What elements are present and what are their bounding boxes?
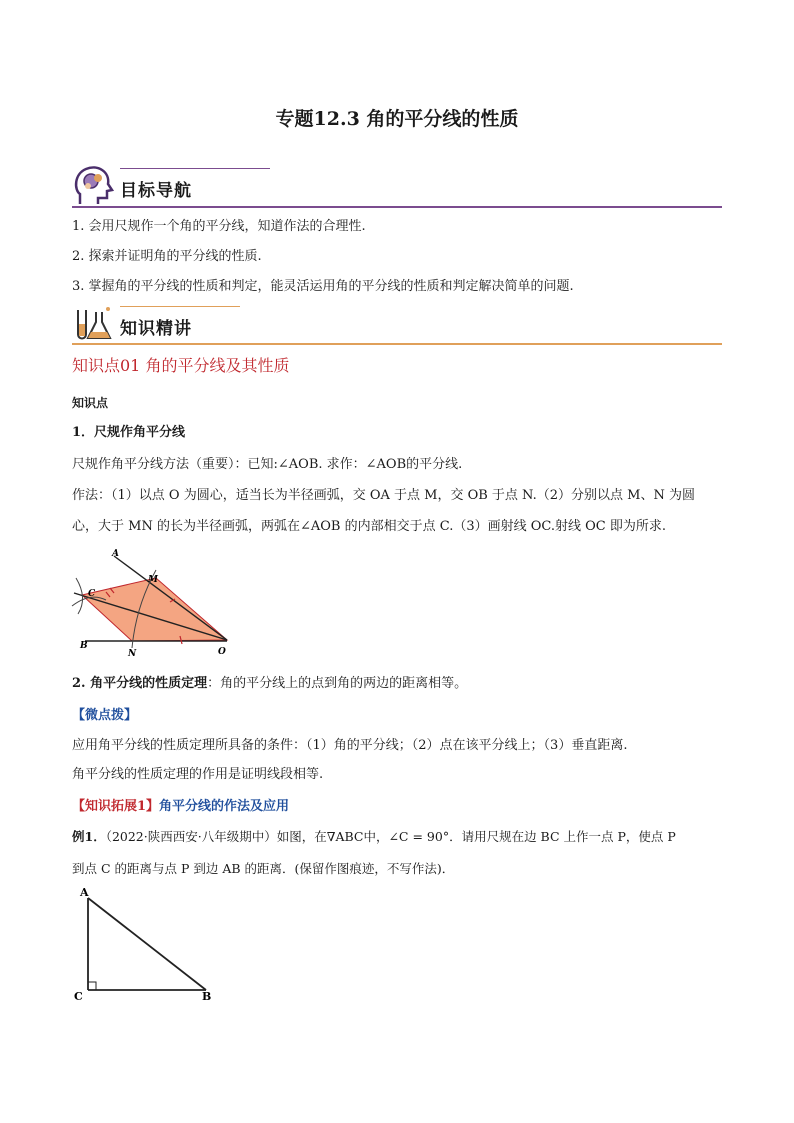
theorem-label: 2. 角平分线的性质定理 — [72, 676, 208, 691]
theorem-text: ：角的平分线上的点到角的两边的距离相等。 — [207, 676, 468, 691]
example-line2: 到点 C 的距离与点 P 到边 AB 的距离．(保留作图痕迹，不写作法)． — [72, 861, 455, 876]
fig2-label-a: A — [80, 886, 89, 899]
tip-label: 【微点拨】 — [72, 708, 138, 723]
subheading-construction: 1．尺规作角平分线 — [72, 425, 186, 440]
construction-steps-line1: 作法：（1）以点 O 为圆心，适当长为半径画弧，交 OA 于点 M，交 OB 于点 N.（2）分别以点 M、N 为圆 — [72, 488, 695, 503]
goal-item-1: 1. 会用尺规作一个角的平分线，知道作法的合理性. — [72, 219, 366, 234]
tip-line2: 角平分线的性质定理的作用是证明线段相等. — [72, 767, 324, 782]
extension-title: 角平分线的作法及应用 — [159, 799, 290, 814]
fig1-label-m: M — [148, 575, 158, 585]
construction-method: 尺规作角平分线方法（重要）：已知:∠AOB. 求作：∠AOB的平分线. — [72, 457, 463, 472]
lab-flask-icon — [72, 304, 116, 344]
example-line1 — [72, 827, 724, 847]
fig2-label-b: B — [202, 990, 212, 1003]
knowledge-point-title: 知识点01 角的平分线及其性质 — [72, 356, 290, 375]
fig1-label-c: C — [88, 589, 96, 599]
fig1-label-b: B — [80, 641, 88, 651]
section-heading-knowledge: 知识精讲 — [120, 319, 192, 339]
example-label: 例1． — [72, 829, 106, 844]
fig1-label-o: O — [218, 647, 226, 657]
angle-bisector-figure — [70, 548, 240, 660]
extension-bracket: 【知识拓展1】 — [72, 799, 160, 814]
page-title: 专题12.3 角的平分线的性质 — [275, 108, 519, 130]
fig1-label-a: A — [112, 549, 119, 559]
section-heading-goals: 目标导航 — [120, 181, 192, 201]
extension-heading — [72, 797, 724, 817]
fig2-label-c: C — [74, 990, 83, 1003]
construction-steps-line2: 心，大于 MN 的长为半径画弧，两弧在∠AOB 的内部相交于点 C.（3）画射线 OC.射线 OC 即为所求. — [72, 519, 667, 534]
right-triangle-figure — [70, 884, 220, 1006]
tip-line1: 应用角平分线的性质定理所具备的条件：（1）角的平分线；（2）点在该平分线上；（3）垂直距离. — [72, 738, 628, 753]
theorem-line — [72, 674, 724, 694]
section-header-knowledge — [72, 306, 722, 344]
example-text-1: （2022·陕西西安·八年级期中）如图，在∇ABC中，∠C = 90°．请用尺规在边 BC 上作一点 P，使点 P — [105, 829, 676, 844]
goal-item-2: 2. 探索并证明角的平分线的性质. — [72, 249, 262, 264]
section-header-goals — [72, 168, 722, 206]
goal-item-3: 3. 掌握角的平分线的性质和判定，能灵活运用角的平分线的性质和判定解决简单的问题. — [72, 279, 574, 294]
brain-head-icon — [72, 164, 116, 208]
fig1-label-n: N — [128, 649, 137, 659]
knowledge-point-label: 知识点 — [72, 396, 109, 410]
